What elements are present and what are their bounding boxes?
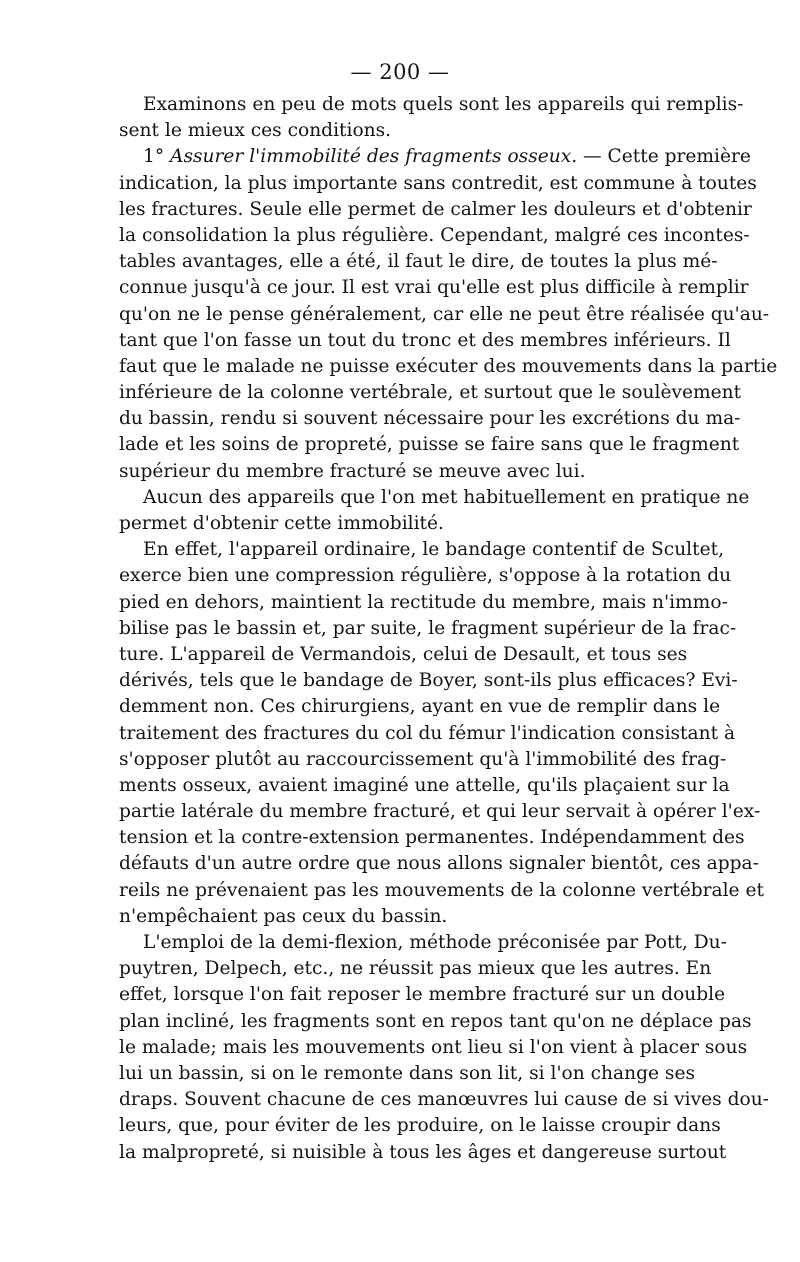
text-line: En effet, l'appareil ordinaire, le bandage contentif de Scultet, (143, 539, 724, 561)
text-line: puytren, Delpech, etc., ne réussit pas mieux que les autres. En (119, 958, 712, 980)
body-text (119, 92, 778, 1166)
text-line: leurs, que, pour éviter de les produire, on le laisse croupir dans (119, 1115, 721, 1137)
paragraph (119, 537, 764, 930)
text-line: faut que le malade ne puisse exécuter des mouvements dans la partie (119, 355, 778, 377)
text-line: pied en dehors, maintient la rectitude du membre, mais n'immo- (119, 591, 728, 613)
paragraph (119, 485, 750, 537)
text-line (119, 144, 751, 170)
text-line: n'empêchaient pas ceux du bassin. (119, 905, 448, 927)
paragraph (119, 144, 778, 484)
paragraph (119, 930, 769, 1166)
text-line: Examinons en peu de mots quels sont les appareils qui remplis- (143, 94, 744, 115)
text-line: le malade; mais les mouvements ont lieu si l'on vient à placer sous (119, 1036, 748, 1058)
text-line: demment non. Ces chirurgiens, ayant en vue de remplir dans le (119, 696, 721, 718)
text-line: connue jusqu'à ce jour. Il est vrai qu'elle est plus difficile à remplir (119, 277, 749, 299)
text-line: permet d'obtenir cette immobilité. (119, 513, 444, 534)
text-line: lui un bassin, si on le remonte dans son lit, si l'on change ses (119, 1062, 695, 1084)
text-line: défauts d'un autre ordre que nous allons signaler bientôt, ces appa- (119, 853, 759, 875)
text-line: supérieur du membre fracturé se meuve avec lui. (119, 460, 586, 482)
text-line: les fractures. Seule elle permet de calmer les douleurs et d'obtenir (119, 198, 752, 220)
section-heading-rest: — Cette première (577, 146, 751, 168)
text-line: tables avantages, elle a été, il faut le dire, de toutes la plus mé- (119, 251, 718, 273)
text-line: bilise pas le bassin et, par suite, le fragment supérieur de la frac- (119, 617, 737, 639)
text-line: la malpropreté, si nuisible à tous les âges et dangereuse surtout (119, 1141, 727, 1163)
text-line: partie latérale du membre fracturé, et qui leur servait à opérer l'ex- (119, 801, 761, 823)
text-line: s'opposer plutôt au raccourcissement qu'à l'immobilité des frag- (119, 748, 727, 770)
text-line: lade et les soins de propreté, puisse se faire sans que le fragment (119, 434, 740, 456)
text-line: dérivés, tels que le bandage de Boyer, sont-ils plus efficaces? Evi- (119, 670, 738, 692)
text-line: ture. L'appareil de Vermandois, celui de Desault, et tous ses (119, 643, 688, 665)
text-line: sent le mieux ces conditions. (119, 120, 392, 142)
section-number: 1° (143, 146, 171, 168)
page-number: — 200 — (350, 60, 450, 84)
text-line: draps. Souvent chacune de ces manœuvres lui cause de si vives dou- (119, 1089, 769, 1111)
text-line: inférieure de la colonne vertébrale, et surtout que le soulèvement (119, 382, 742, 404)
paragraph (119, 92, 744, 144)
text-line: traitement des fractures du col du fémur l'indication consistant à (119, 722, 736, 744)
text-line: la consolidation la plus régulière. Cependant, malgré ces incontes- (119, 224, 750, 246)
text-line: qu'on ne le pense généralement, car elle ne peut être réalisée qu'au- (119, 303, 770, 325)
section-heading: Assurer l'immobilité des fragments osseux. (170, 146, 578, 168)
text-line: plan incliné, les fragments sont en repos tant qu'on ne déplace pas (119, 1010, 752, 1032)
text-line: L'emploi de la demi-flexion, méthode préconisée par Pott, Du- (143, 932, 727, 953)
text-line: effet, lorsque l'on fait reposer le membre fracturé sur un double (119, 984, 726, 1006)
text-line: indication, la plus importante sans contredit, est commune à toutes (119, 172, 757, 194)
text-line: reils ne prévenaient pas les mouvements de la colonne vertébrale et (119, 879, 764, 901)
text-line: exerce bien une compression régulière, s'oppose à la rotation du (119, 565, 732, 587)
text-line: tant que l'on fasse un tout du tronc et des membres inférieurs. Il (119, 329, 731, 351)
text-line: du bassin, rendu si souvent nécessaire pour les excrétions du ma- (119, 408, 741, 430)
text-line: ments osseux, avaient imaginé une attelle, qu'ils plaçaient sur la (119, 774, 730, 796)
text-line: Aucun des appareils que l'on met habituellement en pratique ne (143, 486, 750, 508)
text-line: tension et la contre-extension permanentes. Indépendamment des (119, 827, 745, 849)
